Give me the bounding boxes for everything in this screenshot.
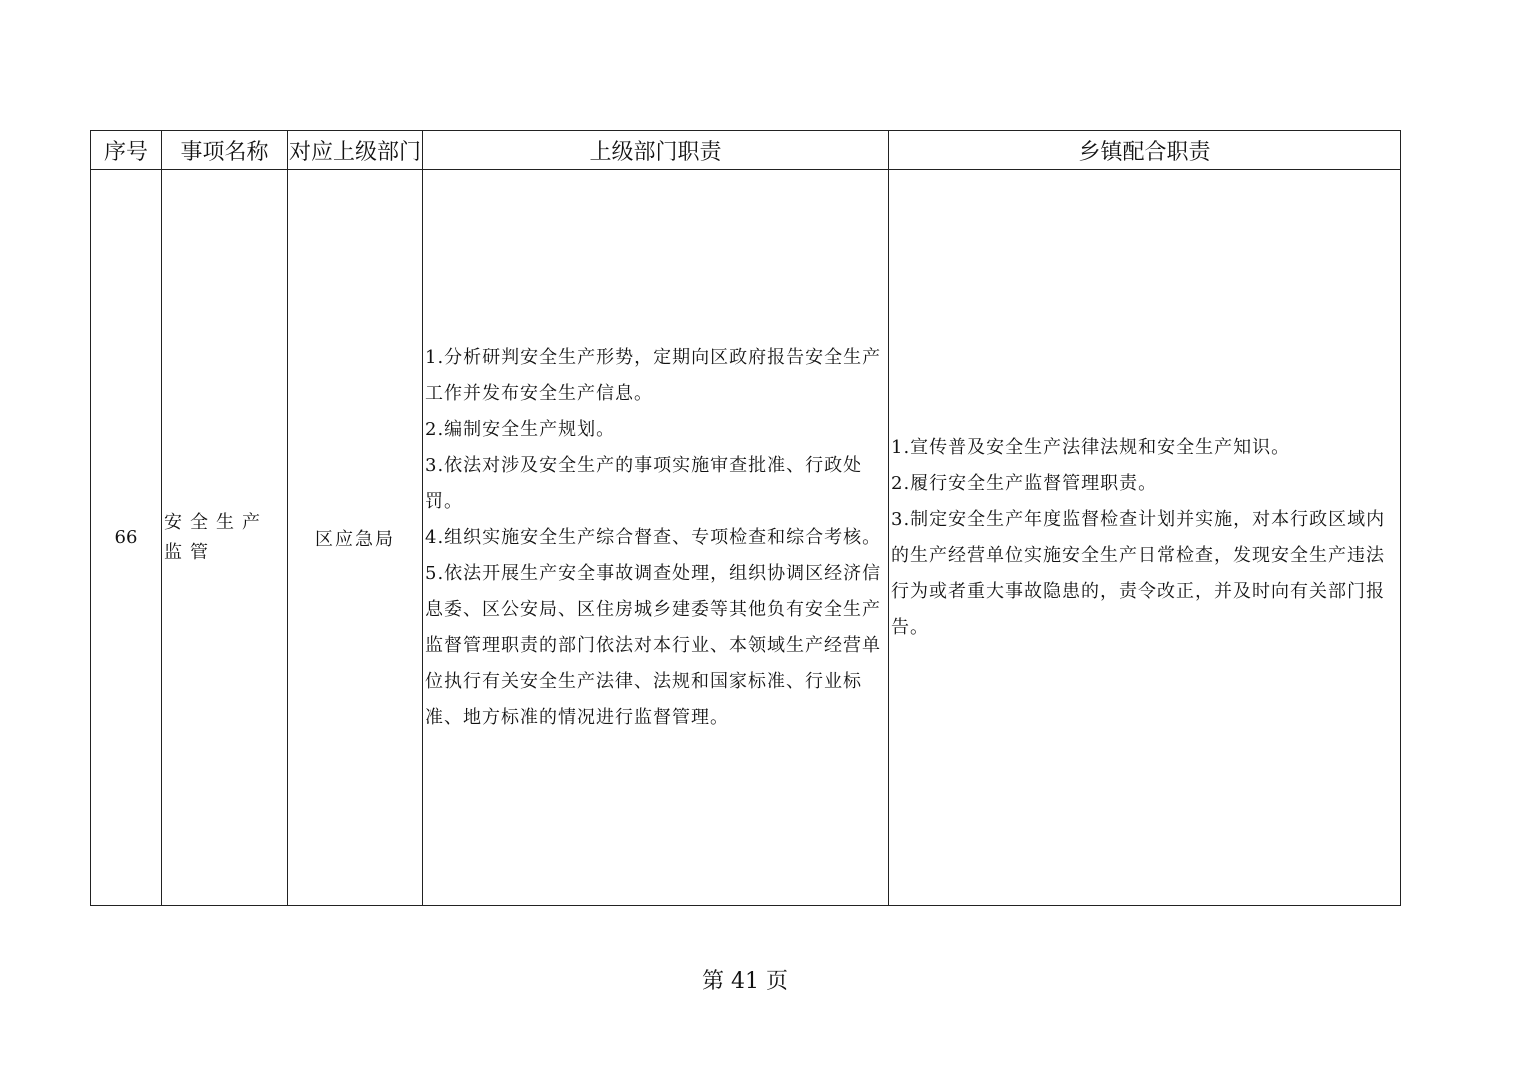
row-superior-duties (423, 170, 889, 906)
row-department (288, 170, 423, 906)
table-header-row (91, 131, 1401, 170)
row-township-duties (889, 170, 1401, 906)
superior-duty-item: 4.组织实施安全生产综合督查、专项检查和综合考核。 (425, 526, 882, 548)
superior-duty-item: 5.依法开展生产安全事故调查处理，组织协调区经济信息委、区公安局、区住房城乡建委等其他负有安全生产监督管理职责的部门依法对本行业、本领域生产经营单位执行有关安全生产法律、法规和国家标准、行业标准、地方标准的情况进行监督管理。 (425, 562, 882, 728)
row-item-name (162, 170, 288, 906)
township-duty-item: 3.制定安全生产年度监督检查计划并实施，对本行政区域内的生产经营单位实施安全生产日常检查，发现安全生产违法行为或者重大事故隐患的，责令改正，并及时向有关部门报告。 (891, 508, 1386, 638)
table-row (91, 170, 1401, 906)
responsibility-table (90, 130, 1401, 906)
header-superior-duties: 上级部门职责 (423, 131, 889, 170)
header-township-duties: 乡镇配合职责 (889, 131, 1401, 170)
superior-duty-item: 1.分析研判安全生产形势，定期向区政府报告安全生产工作并发布安全生产信息。 (425, 346, 882, 404)
row-department-text: 区应急局 (315, 528, 395, 550)
row-number-text: 66 (114, 527, 138, 548)
page-number: 第 41 页 (702, 969, 788, 994)
row-number (91, 170, 162, 906)
township-duty-item: 1.宣传普及安全生产法律法规和安全生产知识。 (891, 436, 1291, 458)
header-superior-department: 对应上级部门 (288, 131, 423, 170)
superior-duty-item: 2.编制安全生产规划。 (425, 418, 616, 440)
superior-duty-item: 3.依法对涉及安全生产的事项实施审查批准、行政处罚。 (425, 454, 863, 512)
row-item-name-text: 安全生产监管 (164, 511, 268, 563)
township-duty-item: 2.履行安全生产监督管理职责。 (891, 472, 1158, 494)
header-item-name: 事项名称 (162, 131, 288, 170)
header-number: 序号 (91, 131, 162, 170)
